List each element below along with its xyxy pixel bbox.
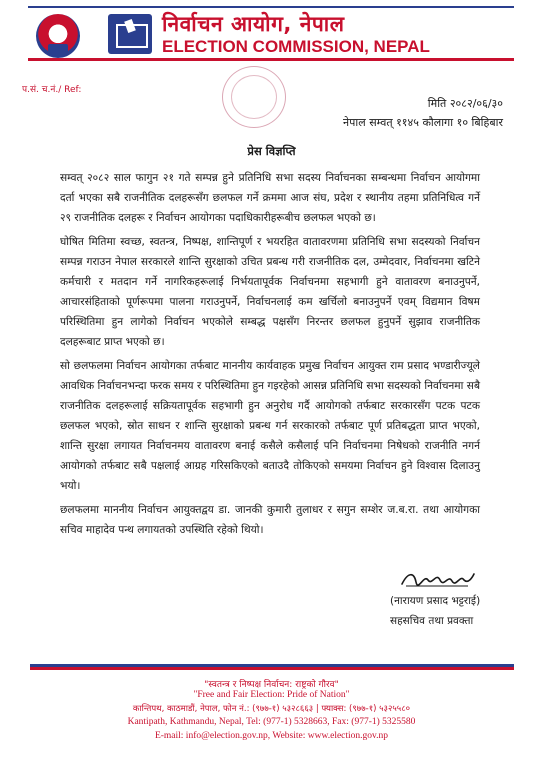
signatory-name: (नारायण प्रसाद भट्टराई) (390, 595, 481, 607)
office-stamp (222, 66, 286, 128)
commission-title-nepali: निर्वाचन आयोग, नेपाल (162, 12, 345, 36)
body-paragraph: छलफलमा माननीय निर्वाचन आयुक्तद्वय डा. जानकी कुमारी तुलाधर र सगुन सम्शेर ज.ब.रा. तथा आयोगका सचिव माहादेव पन्थ लगायतको उपस्थिति रहेको थियो। (60, 504, 480, 536)
header-accent-line (28, 6, 514, 8)
press-release-title: प्रेस विज्ञप्ति (247, 144, 296, 158)
reference-label: प.सं. च.नं./ Ref: (22, 85, 82, 95)
footer-address-nepali: कान्तिपथ, काठमाडौं, नेपाल, फोन नं.: (९७७-१) ५३२८६६३ | फ्याक्स: (९७७-१) ५३२५५८० (132, 704, 411, 714)
footer-contact: E-mail: info@election.gov.np, Website: www.election.gov.np (154, 731, 389, 741)
nepal-samvat-date: नेपाल सम्वत् ११४५ कौलागा १० बिहिबार (343, 116, 503, 129)
footer-address-english: Kantipath, Kathmandu, Nepal, Tel: (977-1) 5328663, Fax: (977-1) 5325580 (127, 717, 416, 727)
date-line: मिति २०८२/०६/३० (427, 97, 503, 110)
commission-title-english: ELECTION COMMISSION, NEPAL (162, 37, 430, 56)
footer-slogan-english: "Free and Fair Election: Pride of Nation" (193, 690, 350, 700)
body-paragraph: सम्वत् २०८२ साल फागुन २१ गते सम्पन्न हुने प्रतिनिधि सभा सदस्य निर्वाचनका सम्बन्धमा निर्वाचन आयोगमा दर्ता भएका सबै राजनीतिक दलहरूसँग छलफल गर्ने क्रममा आज संघ, प्रदेश र स्थानीय तहमा प्रतिनिधित्व गर्ने २९ राजनीतिक दलहरू र निर्वाचन आयोगका पदाधिकारीहरूबीच छलफल भएको छ। (60, 172, 480, 224)
footer-rule (30, 664, 514, 670)
ballot-box-icon (108, 14, 152, 54)
press-release-body (60, 168, 480, 544)
signatory-title: सहसचिव तथा प्रवक्ता (390, 615, 474, 627)
body-paragraph: सो छलफलमा निर्वाचन आयोगका तर्फबाट माननीय कार्यवाहक प्रमुख निर्वाचन आयुक्त राम प्रसाद भण्डारीज्यूले आवधिक निर्वाचनभन्दा फरक समय र परिस्थितिमा हुन गइरहेको आसन्न प्रतिनिधि सभा सदस्यको निर्वाचनमा सबै राजनीतिक दलहरूलाई सक्रियतापूर्वक सहभागी हुन अनुरोध गर्दै आयोगको तर्फबाट सरकारसँग पटक पटक छलफल भएको, स्रोत साधन र शान्ति सुरक्षाको प्रबन्ध गर्न सरकारको तर्फबाट पूर्ण प्रतिबद्धता प्राप्त भएको, शान्ति सुरक्षा लगायत निर्वाचनमय वातावरण बनाई कसैले कसैलाई पनि निर्वाचनमा निषेधको राजनीति नगर्न आयोगको तर्फबाट सबै पक्षलाई आग्रह गरिसकिएको बताउदै तोकिएको समयमा निर्वाचन हुने विश्वास दिलाउनु भयो। (60, 360, 480, 492)
handwritten-signature (398, 566, 478, 592)
nepal-emblem-icon (36, 14, 80, 58)
body-paragraph: घोषित मितिमा स्वच्छ, स्वतन्त्र, निष्पक्ष, शान्तिपूर्ण र भयरहित वातावरणमा प्रतिनिधि सभा सदस्यको निर्वाचन सम्पन्न गराउन नेपाल सरकारले शान्ति सुरक्षाको उचित प्रबन्ध गरी राजनीतिक दल, उम्मेदवार, निर्वाचनमा खटिने कर्मचारी र मतदान गर्ने नागरिकहरूलाई निर्भयतापूर्वक निर्वाचनमा सहभागी हुने वातावरण बनाउनुपर्ने, आचारसंहिताको पूर्णरूपमा पालना गराउनुपर्ने, निर्वाचनलाई कम खर्चिलो बनाउनुपर्ने एवम् विद्यमान विषम परिस्थितिमा हुन लागेको निर्वाचन भएकोले सम्बद्ध पक्षसँग निरन्तर छलफल हुनुपर्ने सुझाव राजनीतिक दलहरूबाट प्राप्त भएको छ। (60, 236, 480, 348)
footer-slogan-nepali: "स्वतन्त्र र निष्पक्ष निर्वाचन: राष्ट्रको गौरव" (204, 680, 339, 690)
